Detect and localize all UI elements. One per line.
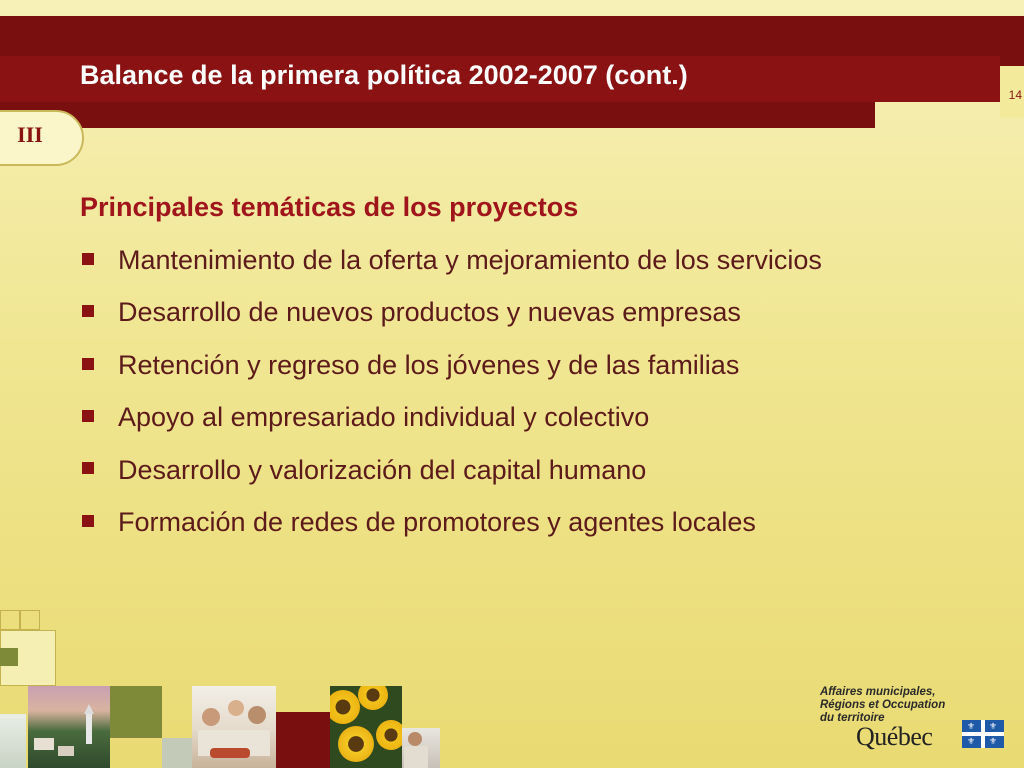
decor-square xyxy=(110,686,162,738)
bullet-text: Mantenimiento de la oferta y mejoramiento de los servicios xyxy=(118,245,822,275)
bullet-text: Formación de redes de promotores y agentes locales xyxy=(118,506,756,537)
ministry-logo-text xyxy=(820,686,945,725)
square-bullet-icon xyxy=(82,253,94,265)
village-photo xyxy=(28,686,110,768)
content-heading: Principales temáticas de los proyectos xyxy=(80,192,579,222)
square-bullet-icon xyxy=(82,462,94,474)
decor-square xyxy=(162,738,192,768)
bullet-text: Desarrollo y valorización del capital humano xyxy=(118,454,647,485)
bullet-item xyxy=(82,502,822,554)
photo-tile xyxy=(0,714,26,768)
bullet-item xyxy=(82,292,822,344)
decor-square xyxy=(0,648,18,666)
bullet-item xyxy=(82,240,822,292)
family-photo xyxy=(192,686,276,768)
square-bullet-icon xyxy=(82,515,94,527)
ministry-line: Régions et Occupation xyxy=(820,699,946,711)
bullet-text: Desarrollo de nuevos productos y nuevas empresas xyxy=(118,297,741,328)
bullet-list xyxy=(82,240,822,554)
decor-square xyxy=(20,610,40,630)
decor-square xyxy=(0,610,20,630)
bullet-text: Retención y regreso de los jóvenes y de las familias xyxy=(118,349,740,380)
square-bullet-icon xyxy=(82,410,94,422)
quebec-wordmark: Québec xyxy=(856,722,933,751)
slide-number-box-top xyxy=(1000,56,1024,66)
square-bullet-icon xyxy=(82,305,94,317)
slide-number: 14 xyxy=(1008,88,1022,102)
bullet-text: Apoyo al empresariado individual y colectivo xyxy=(118,402,650,433)
ministry-line: du territoire xyxy=(820,712,885,724)
child-photo xyxy=(402,728,440,768)
bullet-item xyxy=(82,397,822,449)
slide-title: Balance de la primera política 2002-2007 (cont.) xyxy=(80,60,688,90)
bullet-item xyxy=(82,450,822,502)
square-bullet-icon xyxy=(82,358,94,370)
header-banner-top xyxy=(0,16,1024,56)
section-label: III xyxy=(17,122,43,147)
sunflower-photo xyxy=(330,686,402,768)
header-banner-bottom xyxy=(0,102,875,128)
ministry-line: Affaires municipales, xyxy=(820,686,936,698)
bullet-item xyxy=(82,345,822,397)
decor-square xyxy=(276,712,330,768)
quebec-flag-icon: ⚜ ⚜ ⚜ ⚜ xyxy=(962,720,1004,748)
